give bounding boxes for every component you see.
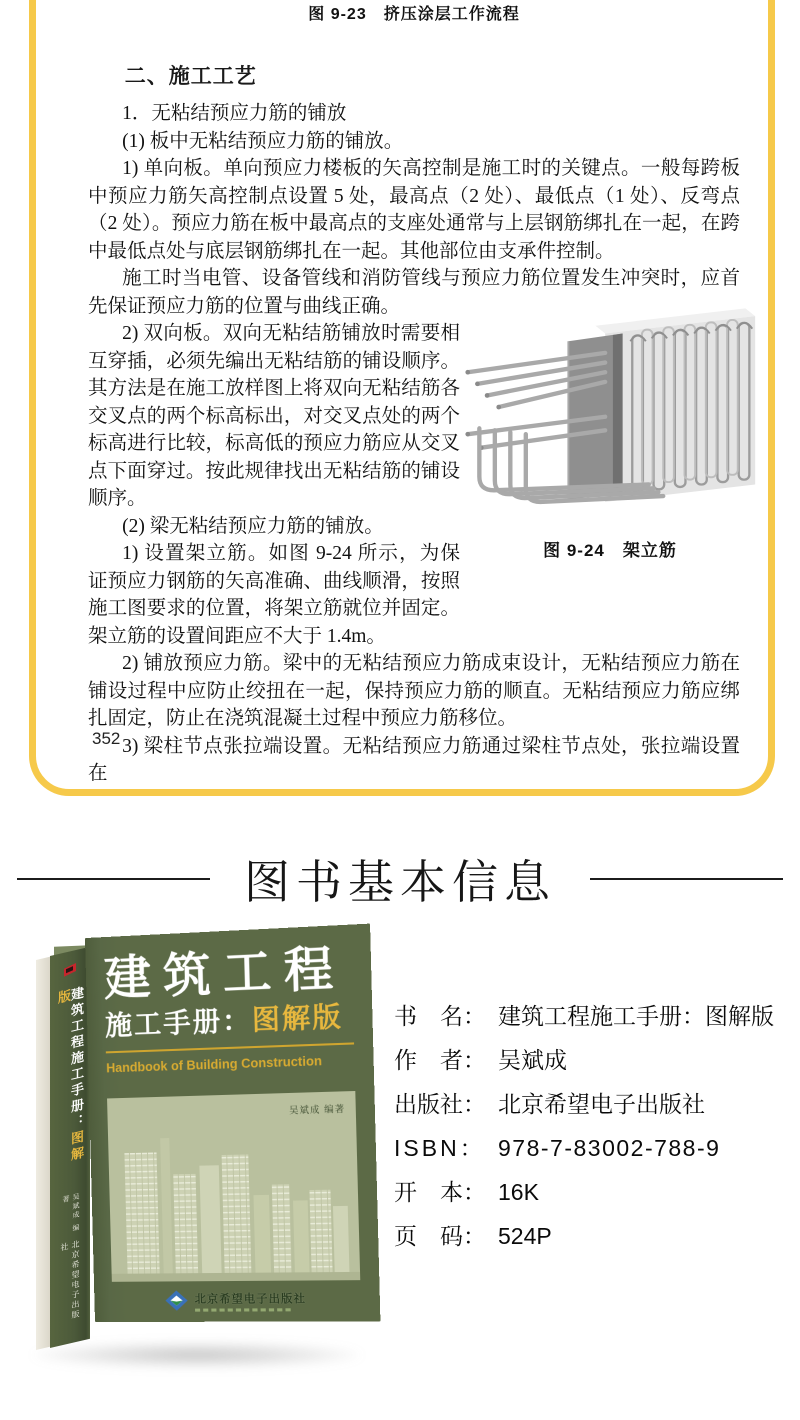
city-skyline-art — [108, 1125, 360, 1282]
book-shadow — [32, 1342, 362, 1368]
cover-subtitle — [105, 1001, 354, 1041]
header-rule-right — [590, 878, 783, 880]
header-rule-left — [17, 878, 210, 880]
detail-row-format — [394, 1174, 774, 1218]
publisher-url-row — [195, 1308, 294, 1311]
detail-label: 开 本： — [394, 1179, 486, 1205]
detail-row-pages — [394, 1218, 774, 1262]
detail-value: 978-7-83002-788-9 — [498, 1135, 721, 1161]
detail-label: 页 码： — [394, 1223, 486, 1249]
detail-row-publisher — [394, 1086, 774, 1130]
paragraph-9: 3) 梁柱节点张拉端设置。无粘结预应力筋通过梁柱节点处，张拉端设置在 — [88, 735, 740, 784]
detail-row-title — [394, 998, 774, 1042]
detail-value: 北京希望电子出版社 — [498, 1091, 705, 1117]
cover-subtitle-highlight: 图解版 — [251, 1001, 344, 1036]
publisher-diamond-icon — [164, 1289, 189, 1311]
detail-value: 吴斌成 — [498, 1047, 567, 1073]
book-info-header — [0, 846, 800, 912]
detail-value: 16K — [498, 1179, 539, 1205]
figure-9-24-caption: 图 9-24 架立筋 — [543, 541, 677, 560]
spine-red-logo-icon — [63, 962, 78, 978]
paragraph-5: 2) 双向板。双向无粘结筋铺放时需要相互穿插，必须先编出无粘结筋的铺设顺序。其方法是在施工放样图上将双向无粘结筋各交叉点的两个标高标出，对交叉点处的两个标高进行比较，标高低的预应力筋应从交叉点下面穿过。按此规律找出无粘结筋的铺设顺序。 — [88, 323, 460, 509]
text-and-figure-row — [88, 320, 740, 650]
paragraph-7: 1) 设置架立筋。如图 9-24 所示，为保证预应力钢筋的矢高准确、曲线顺滑，按照施工图要求的位置，将架立筋就位并固定。架立筋的设置间距应不大于 1.4m。 — [88, 543, 460, 647]
book-details-list — [380, 926, 774, 1376]
detail-label: 作 者： — [394, 1047, 486, 1073]
page-number: 352 — [92, 729, 121, 748]
detail-row-author — [394, 1042, 774, 1086]
figure-9-24 — [460, 290, 760, 561]
cover-title: 建筑工程 — [103, 940, 347, 1006]
spine-publisher: 北京希望电子出版社 — [60, 1238, 80, 1321]
publisher-name: 北京希望电子出版社 — [194, 1292, 307, 1306]
spine-title-text: 建筑工程施工手册： — [69, 985, 84, 1133]
rebar-cage-illustration — [460, 290, 760, 528]
book-page-scan — [29, 0, 775, 796]
detail-value: 524P — [498, 1223, 552, 1249]
publisher-logo — [112, 1288, 361, 1311]
detail-label: ISBN： — [394, 1135, 486, 1161]
spine-author: 吴斌成 编著 — [62, 1192, 79, 1234]
book-front-cover — [85, 924, 380, 1322]
cover-author-credit: 吴斌成 编著 — [288, 1103, 346, 1116]
paragraph-3: 1) 单向板。单向预应力楼板的矢高控制是施工时的关键点。一般每跨板中预应力筋矢高控制点设置 5 处，最高点（2 处）、最低点（1 处）、反弯点（2 处）。预应力筋在板中最高点的支座处通常与上层钢筋绑扎在一起，在跨中最低点处与底层钢筋绑扎在一起。其他部位由支承件控制。 — [88, 158, 740, 262]
cover-subtitle-text: 施工手册： — [104, 1005, 253, 1042]
paragraph-2: (1) 板中无粘结预应力筋的铺放。 — [122, 130, 404, 152]
spine-title-highlight: 图解版 — [56, 988, 84, 1165]
cover-rule — [106, 1042, 354, 1053]
book-cover-3d — [28, 926, 380, 1376]
section-heading: 二、施工工艺 — [124, 65, 257, 88]
wrapped-text-column — [88, 320, 460, 650]
detail-row-isbn — [394, 1130, 774, 1174]
paragraph-8: 2) 铺放预应力筋。梁中的无粘结预应力筋成束设计，无粘结预应力筋在铺设过程中应防止绞扭在一起，保持预应力筋的顺直。无粘结预应力筋应绑扎固定，防止在浇筑混凝土过程中预应力筋移位。 — [88, 653, 740, 729]
detail-value: 建筑工程施工手册：图解版 — [498, 1003, 774, 1029]
publisher-logo-text — [195, 1289, 307, 1311]
figure-9-23-caption: 图 9-23 挤压涂层工作流程 — [308, 6, 520, 23]
cover-english-subtitle: Handbook of Building Construction — [106, 1053, 323, 1076]
spine-title — [57, 985, 83, 1175]
paragraph-1: 1．无粘结预应力筋的铺放 — [122, 103, 347, 124]
page-content — [36, 0, 768, 789]
paragraph-4: 施工时当电管、设备管线和消防管线与预应力筋位置发生冲突时，应首先保证预应力筋的位置与曲线正确。 — [88, 268, 740, 317]
paragraph-6: (2) 梁无粘结预应力筋的铺放。 — [122, 515, 384, 537]
detail-label: 出版社： — [394, 1091, 486, 1117]
book-info-title: 图书基本信息 — [244, 856, 556, 908]
detail-label: 书 名： — [394, 1003, 486, 1029]
book-spine — [50, 947, 90, 1348]
book-info-content — [28, 926, 772, 1376]
cover-art-panel — [107, 1091, 360, 1282]
